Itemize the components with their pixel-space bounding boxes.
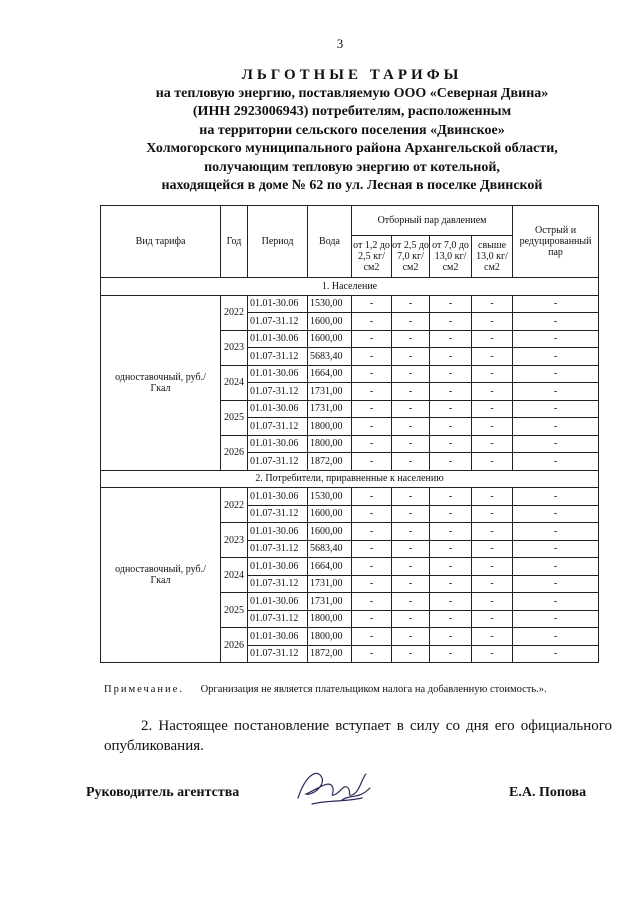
signatory-name: Е.А. Попова <box>509 785 587 800</box>
empty-value-cell: - <box>430 628 472 646</box>
period-cell: 01.01-30.06 <box>248 365 308 383</box>
empty-value-cell: - <box>472 488 513 506</box>
water-value-cell: 1731,00 <box>308 593 352 611</box>
empty-value-cell: - <box>352 383 392 401</box>
empty-value-cell: - <box>430 610 472 628</box>
period-cell: 01.07-31.12 <box>248 610 308 628</box>
empty-value-cell: - <box>392 488 430 506</box>
period-cell: 01.01-30.06 <box>248 628 308 646</box>
empty-value-cell: - <box>352 365 392 383</box>
empty-value-cell: - <box>472 558 513 576</box>
note <box>104 684 547 695</box>
water-value-cell: 1664,00 <box>308 365 352 383</box>
empty-value-cell: - <box>352 540 392 558</box>
note-label: Примечание. <box>104 684 184 695</box>
empty-value-cell: - <box>352 418 392 436</box>
empty-value-cell: - <box>352 488 392 506</box>
empty-value-cell: - <box>472 348 513 366</box>
empty-value-cell: - <box>430 540 472 558</box>
empty-value-cell: - <box>392 628 430 646</box>
empty-value-cell: - <box>352 453 392 471</box>
empty-value-cell: - <box>472 575 513 593</box>
period-cell: 01.07-31.12 <box>248 505 308 523</box>
empty-value-cell: - <box>513 295 599 313</box>
water-value-cell: 1800,00 <box>308 610 352 628</box>
year-cell: 2023 <box>221 330 248 365</box>
empty-value-cell: - <box>513 348 599 366</box>
empty-value-cell: - <box>472 610 513 628</box>
period-cell: 01.07-31.12 <box>248 453 308 471</box>
period-cell: 01.07-31.12 <box>248 540 308 558</box>
water-value-cell: 1731,00 <box>308 400 352 418</box>
period-cell: 01.07-31.12 <box>248 313 308 331</box>
empty-value-cell: - <box>513 400 599 418</box>
empty-value-cell: - <box>392 505 430 523</box>
water-value-cell: 1600,00 <box>308 313 352 331</box>
empty-value-cell: - <box>513 593 599 611</box>
empty-value-cell: - <box>472 628 513 646</box>
empty-value-cell: - <box>430 383 472 401</box>
period-cell: 01.01-30.06 <box>248 523 308 541</box>
empty-value-cell: - <box>472 453 513 471</box>
empty-value-cell: - <box>392 593 430 611</box>
document-title <box>96 66 608 196</box>
empty-value-cell: - <box>352 558 392 576</box>
water-value-cell: 1872,00 <box>308 645 352 663</box>
empty-value-cell: - <box>513 383 599 401</box>
signatory-position: Руководитель агентства <box>86 785 240 800</box>
year-cell: 2026 <box>221 628 248 663</box>
empty-value-cell: - <box>513 645 599 663</box>
empty-value-cell: - <box>392 435 430 453</box>
empty-value-cell: - <box>430 488 472 506</box>
empty-value-cell: - <box>430 505 472 523</box>
empty-value-cell: - <box>430 523 472 541</box>
empty-value-cell: - <box>472 645 513 663</box>
period-cell: 01.07-31.12 <box>248 348 308 366</box>
period-cell: 01.01-30.06 <box>248 330 308 348</box>
empty-value-cell: - <box>472 593 513 611</box>
empty-value-cell: - <box>352 593 392 611</box>
water-value-cell: 1530,00 <box>308 295 352 313</box>
empty-value-cell: - <box>472 383 513 401</box>
empty-value-cell: - <box>352 295 392 313</box>
empty-value-cell: - <box>513 505 599 523</box>
empty-value-cell: - <box>392 348 430 366</box>
water-value-cell: 1664,00 <box>308 558 352 576</box>
empty-value-cell: - <box>392 453 430 471</box>
year-cell: 2022 <box>221 488 248 523</box>
empty-value-cell: - <box>352 313 392 331</box>
empty-value-cell: - <box>513 540 599 558</box>
empty-value-cell: - <box>352 348 392 366</box>
empty-value-cell: - <box>472 365 513 383</box>
water-value-cell: 5683,40 <box>308 348 352 366</box>
header-pressure-1: от 1,2 до 2,5 кг/см2 <box>352 236 392 278</box>
empty-value-cell: - <box>392 523 430 541</box>
empty-value-cell: - <box>472 435 513 453</box>
year-cell: 2024 <box>221 365 248 400</box>
empty-value-cell: - <box>430 453 472 471</box>
empty-value-cell: - <box>513 628 599 646</box>
empty-value-cell: - <box>392 610 430 628</box>
empty-value-cell: - <box>513 610 599 628</box>
note-text: Организация не является плательщиком налога на добавленную стоимость.». <box>200 684 547 695</box>
empty-value-cell: - <box>392 400 430 418</box>
empty-value-cell: - <box>352 628 392 646</box>
empty-value-cell: - <box>430 418 472 436</box>
title-line-1: ЛЬГОТНЫЕ ТАРИФЫ <box>241 67 463 83</box>
section-header-row <box>101 470 599 488</box>
empty-value-cell: - <box>352 575 392 593</box>
empty-value-cell: - <box>513 365 599 383</box>
water-value-cell: 1530,00 <box>308 488 352 506</box>
empty-value-cell: - <box>472 523 513 541</box>
table-row <box>101 295 599 313</box>
empty-value-cell: - <box>472 400 513 418</box>
table-row <box>101 488 599 506</box>
period-cell: 01.01-30.06 <box>248 488 308 506</box>
empty-value-cell: - <box>430 575 472 593</box>
empty-value-cell: - <box>430 645 472 663</box>
empty-value-cell: - <box>513 523 599 541</box>
empty-value-cell: - <box>392 558 430 576</box>
empty-value-cell: - <box>472 418 513 436</box>
year-cell: 2026 <box>221 435 248 470</box>
empty-value-cell: - <box>352 505 392 523</box>
year-cell: 2025 <box>221 400 248 435</box>
empty-value-cell: - <box>352 610 392 628</box>
period-cell: 01.07-31.12 <box>248 383 308 401</box>
empty-value-cell: - <box>392 295 430 313</box>
water-value-cell: 1800,00 <box>308 418 352 436</box>
water-value-cell: 1800,00 <box>308 435 352 453</box>
tariff-type-cell: одноставочный, руб./Гкал <box>101 295 221 470</box>
empty-value-cell: - <box>472 505 513 523</box>
period-cell: 01.01-30.06 <box>248 558 308 576</box>
empty-value-cell: - <box>472 313 513 331</box>
title-line-2: на тепловую энергию, поставляемую ООО «Северная Двина» <box>155 85 549 101</box>
empty-value-cell: - <box>392 313 430 331</box>
empty-value-cell: - <box>513 435 599 453</box>
empty-value-cell: - <box>513 488 599 506</box>
title-line-7: находящейся в доме № 62 по ул. Лесная в поселке Двинской <box>161 178 543 193</box>
empty-value-cell: - <box>352 645 392 663</box>
year-cell: 2025 <box>221 593 248 628</box>
period-cell: 01.01-30.06 <box>248 400 308 418</box>
year-cell: 2024 <box>221 558 248 593</box>
effective-date-paragraph: 2. Настоящее постановление вступает в силу со дня его официального опубликования. <box>104 718 612 754</box>
empty-value-cell: - <box>430 313 472 331</box>
title-line-6: получающим тепловую энергию от котельной, <box>204 159 500 175</box>
tariff-table <box>100 205 599 663</box>
water-value-cell: 1731,00 <box>308 383 352 401</box>
empty-value-cell: - <box>352 523 392 541</box>
empty-value-cell: - <box>430 348 472 366</box>
empty-value-cell: - <box>430 558 472 576</box>
header-water: Вода <box>308 206 352 278</box>
section-header-row <box>101 278 599 296</box>
empty-value-cell: - <box>392 330 430 348</box>
empty-value-cell: - <box>352 400 392 418</box>
period-cell: 01.01-30.06 <box>248 435 308 453</box>
empty-value-cell: - <box>430 400 472 418</box>
empty-value-cell: - <box>392 418 430 436</box>
period-cell: 01.01-30.06 <box>248 295 308 313</box>
header-year: Год <box>221 206 248 278</box>
empty-value-cell: - <box>513 575 599 593</box>
header-pressure-3: от 7,0 до 13,0 кг/см2 <box>430 236 472 278</box>
water-value-cell: 1800,00 <box>308 628 352 646</box>
empty-value-cell: - <box>513 330 599 348</box>
year-cell: 2023 <box>221 523 248 558</box>
period-cell: 01.07-31.12 <box>248 575 308 593</box>
water-value-cell: 1872,00 <box>308 453 352 471</box>
empty-value-cell: - <box>392 645 430 663</box>
empty-value-cell: - <box>430 435 472 453</box>
empty-value-cell: - <box>472 540 513 558</box>
period-cell: 01.01-30.06 <box>248 593 308 611</box>
period-cell: 01.07-31.12 <box>248 645 308 663</box>
header-tariff-type: Вид тарифа <box>101 206 221 278</box>
tariff-type-cell: одноставочный, руб./Гкал <box>101 488 221 663</box>
water-value-cell: 5683,40 <box>308 540 352 558</box>
empty-value-cell: - <box>392 540 430 558</box>
year-cell: 2022 <box>221 295 248 330</box>
empty-value-cell: - <box>472 330 513 348</box>
header-pressure-2: от 2,5 до 7,0 кг/см2 <box>392 236 430 278</box>
water-value-cell: 1731,00 <box>308 575 352 593</box>
empty-value-cell: - <box>392 365 430 383</box>
title-line-3: (ИНН 2923006943) потребителям, расположенным <box>192 104 512 119</box>
header-extraction-steam: Отборный пар давлением <box>352 206 513 236</box>
section-title: 1. Население <box>101 278 599 296</box>
empty-value-cell: - <box>392 575 430 593</box>
empty-value-cell: - <box>430 593 472 611</box>
section-title: 2. Потребители, приравненные к населению <box>101 470 599 488</box>
empty-value-cell: - <box>513 313 599 331</box>
empty-value-cell: - <box>392 383 430 401</box>
empty-value-cell: - <box>513 418 599 436</box>
water-value-cell: 1600,00 <box>308 330 352 348</box>
water-value-cell: 1600,00 <box>308 505 352 523</box>
handwritten-signature <box>292 764 376 810</box>
empty-value-cell: - <box>430 365 472 383</box>
empty-value-cell: - <box>472 295 513 313</box>
title-line-5: Холмогорского муниципального района Архангельской области, <box>146 141 558 156</box>
header-sharp-steam: Острый и редуцированный пар <box>513 206 599 278</box>
header-period: Период <box>248 206 308 278</box>
empty-value-cell: - <box>513 558 599 576</box>
title-line-4: на территории сельского поселения «Двинское» <box>199 122 505 138</box>
empty-value-cell: - <box>352 330 392 348</box>
empty-value-cell: - <box>430 330 472 348</box>
period-cell: 01.07-31.12 <box>248 418 308 436</box>
empty-value-cell: - <box>352 435 392 453</box>
header-pressure-4: свыше 13,0 кг/см2 <box>472 236 513 278</box>
water-value-cell: 1600,00 <box>308 523 352 541</box>
empty-value-cell: - <box>430 295 472 313</box>
empty-value-cell: - <box>513 453 599 471</box>
page-number: 3 <box>336 36 344 51</box>
